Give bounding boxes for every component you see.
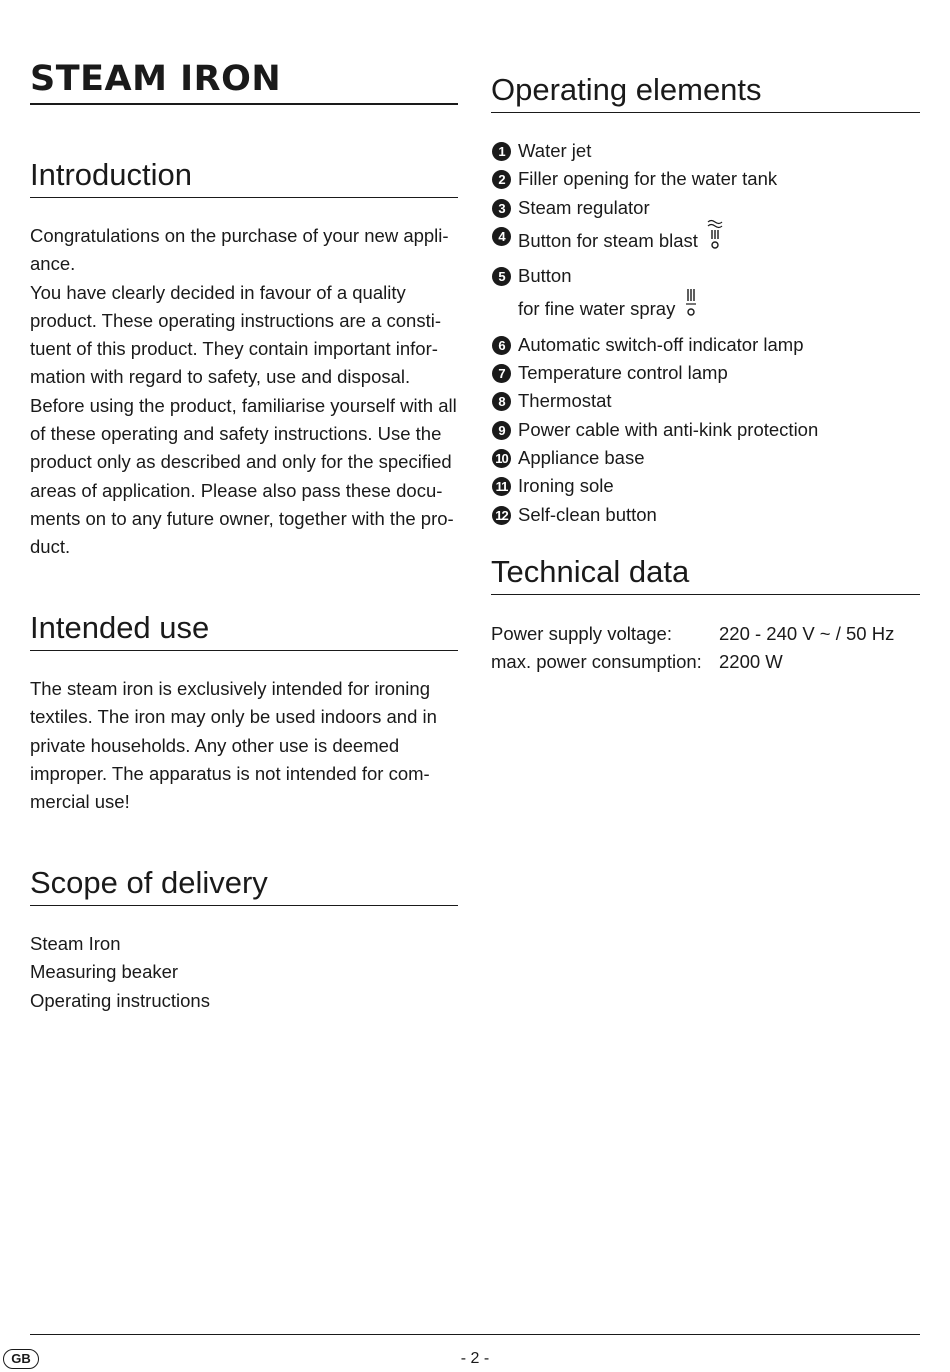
number-badge: 3 — [492, 199, 511, 218]
number-badge: 9 — [492, 421, 511, 440]
introduction-text — [30, 222, 458, 562]
introduction-heading: Introduction — [30, 155, 458, 198]
footer-divider — [30, 1334, 920, 1335]
operating-element-4 — [491, 222, 920, 262]
text-line: mation with regard to safety, use and disposal. — [30, 366, 411, 388]
number-badge: 1 — [492, 142, 511, 161]
operating-element-6 — [491, 331, 920, 359]
text-line: The steam iron is exclusively intended for ironing — [30, 678, 430, 699]
page-number: - 2 - — [460, 1350, 490, 1367]
text-line: of these operating and safety instructions. Use the — [30, 423, 442, 445]
text-line: improper. The apparatus is not intended for com- — [30, 762, 430, 784]
operating-element-12 — [491, 501, 920, 529]
operating-element-2 — [491, 165, 920, 193]
operating-element-3 — [491, 194, 920, 222]
element-label: Automatic switch-off indicator lamp — [518, 333, 804, 355]
operating-element-8 — [491, 387, 920, 415]
text-line: mercial use! — [30, 791, 130, 813]
element-label: Self-clean button — [518, 503, 657, 525]
operating-elements-list — [491, 137, 920, 529]
scope-of-delivery-heading: Scope of delivery — [30, 863, 458, 906]
operating-element-5 — [491, 262, 920, 331]
operating-element-7 — [491, 359, 920, 387]
number-badge: 4 — [492, 227, 511, 246]
list-item: Steam Iron — [30, 933, 121, 954]
element-label: Filler opening for the water tank — [518, 168, 778, 190]
language-badge: GB — [3, 1349, 39, 1369]
number-badge: 7 — [492, 364, 511, 383]
operating-element-10 — [491, 444, 920, 472]
operating-element-1 — [491, 137, 920, 165]
element-label-continuation: for fine water spray — [518, 298, 676, 320]
text-line: Before using the product, familiarise yourself with all — [30, 394, 457, 416]
element-label: Water jet — [518, 140, 592, 161]
tech-label: max. power consumption: — [491, 651, 702, 673]
text-line: ance. — [30, 253, 76, 275]
element-label: Temperature control lamp — [518, 362, 728, 384]
operating-elements-heading: Operating elements — [491, 70, 920, 113]
tech-value: 220 - 240 V ~ / 50 Hz — [719, 623, 895, 644]
text-line: Congratulations on the purchase of your new appli- — [30, 225, 449, 246]
element-label: Ironing sole — [518, 475, 614, 497]
technical-data-table — [491, 620, 920, 677]
element-label: Appliance base — [518, 446, 645, 468]
page-title: STEAM IRON — [30, 58, 458, 105]
operating-element-11 — [491, 472, 920, 500]
text-line: tuent of this product. They contain important infor- — [30, 338, 438, 360]
number-badge: 8 — [492, 392, 511, 411]
text-line: ments on to any future owner, together with the pro- — [30, 507, 454, 529]
number-badge: 12 — [492, 506, 511, 525]
technical-data-row — [491, 648, 920, 676]
list-item: Measuring beaker — [30, 961, 179, 983]
operating-element-9 — [491, 416, 920, 444]
text-line: product. These operating instructions are a consti- — [30, 309, 441, 331]
element-label: Button — [518, 265, 572, 287]
number-badge: 5 — [492, 267, 511, 286]
water-spray-icon — [683, 287, 699, 327]
intended-use-text — [30, 675, 458, 816]
text-line: private households. Any other use is deemed — [30, 734, 400, 756]
steam-blast-icon — [706, 219, 724, 259]
list-item: Operating instructions — [30, 989, 210, 1011]
scope-of-delivery-list — [30, 930, 458, 1015]
element-label: Thermostat — [518, 390, 612, 412]
tech-label: Power supply voltage: — [491, 623, 672, 644]
tech-value: 2200 W — [719, 651, 783, 673]
number-badge: 2 — [492, 170, 511, 189]
element-label: Power cable with anti-kink protection — [518, 418, 819, 440]
text-line: textiles. The iron may only be used indoors and in — [30, 706, 437, 728]
technical-data-heading: Technical data — [491, 552, 920, 595]
number-badge: 10 — [492, 449, 511, 468]
number-badge: 11 — [492, 477, 511, 496]
text-line: duct. — [30, 536, 71, 558]
text-line: You have clearly decided in favour of a quality — [30, 281, 406, 303]
number-badge: 6 — [492, 336, 511, 355]
technical-data-row — [491, 620, 920, 648]
text-line: areas of application. Please also pass these docu- — [30, 479, 443, 501]
intended-use-heading: Intended use — [30, 608, 458, 651]
text-line: product only as described and only for the specified — [30, 451, 452, 473]
element-label: Steam regulator — [518, 196, 650, 218]
element-label: Button for steam blast — [518, 229, 698, 251]
